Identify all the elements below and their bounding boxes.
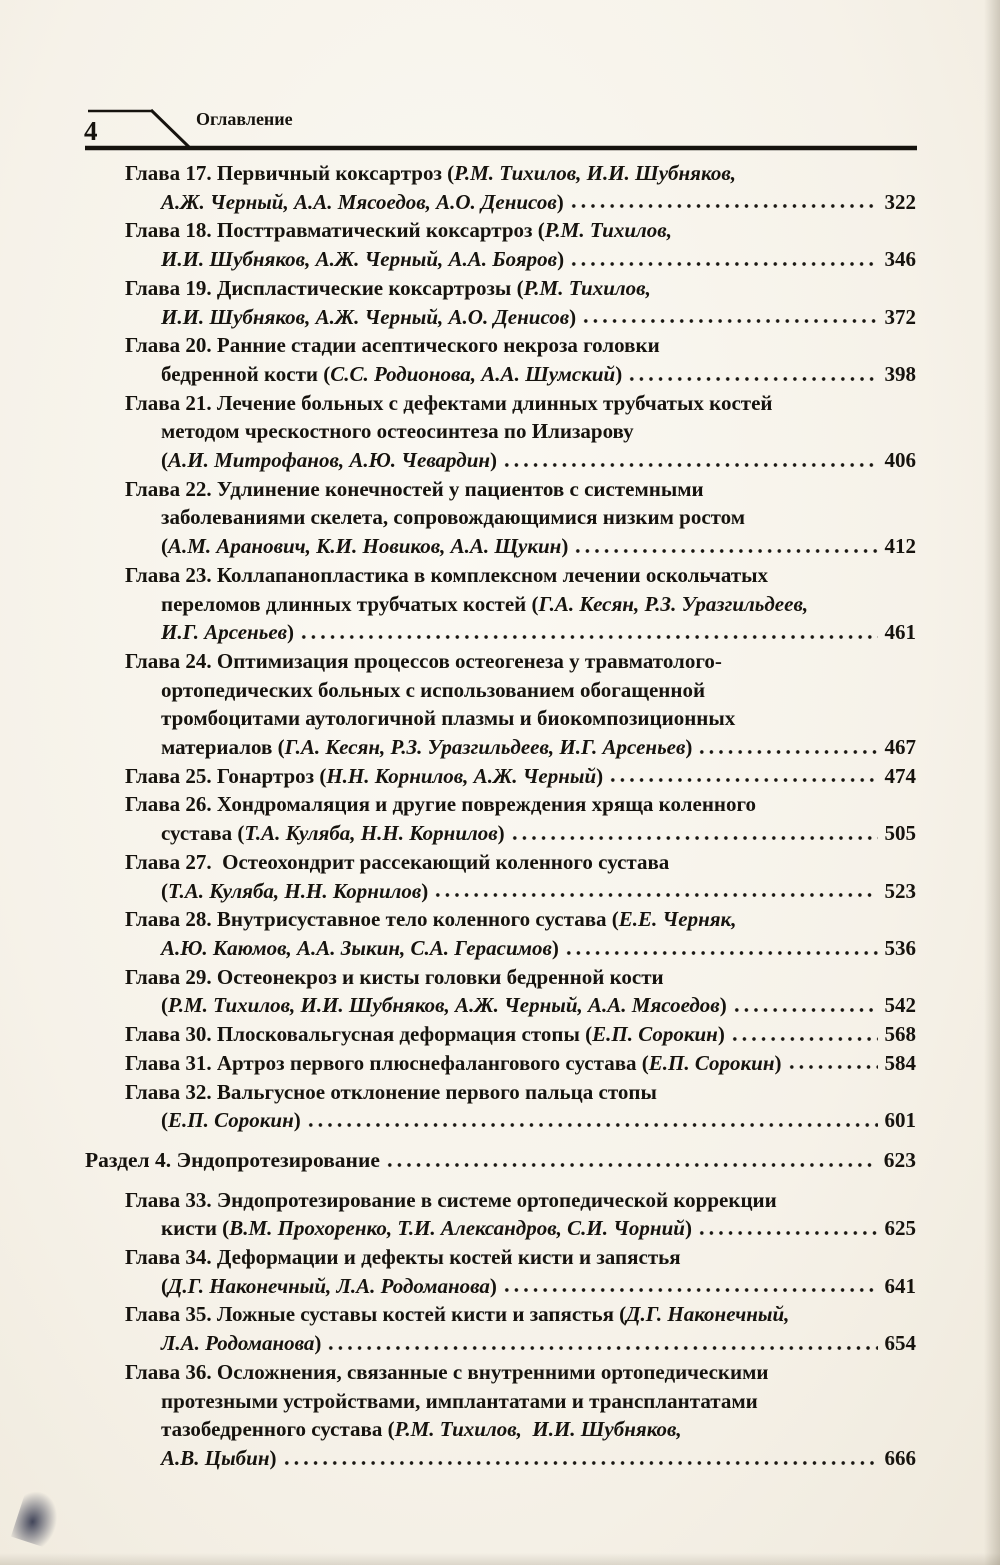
page-number: 666 <box>884 1445 916 1470</box>
dot-leader <box>573 532 877 561</box>
toc-chapter-entry <box>85 790 916 847</box>
toc-line <box>85 676 916 705</box>
toc-line <box>85 848 916 877</box>
title-text: Глава 26. Хондромаляция и другие повреждения хряща коленного <box>125 792 757 817</box>
title-text: ) <box>551 935 559 960</box>
toc-line <box>85 360 916 389</box>
toc-chapter-entry <box>85 1358 916 1473</box>
title-text: Глава 29. Остеонекроз и кисты головки бедренной кости <box>125 964 664 989</box>
title-text: ) <box>490 448 498 473</box>
author-text: И.И. Шубняков, А.Ж. Черный, А.О. Денисов <box>161 304 570 329</box>
title-text: Глава 33. Эндопротезирование в системе ортопедической коррекции <box>125 1187 777 1212</box>
page-number: 584 <box>884 1050 916 1075</box>
toc-line <box>85 1387 916 1416</box>
author-text: Д.Г. Наконечный, <box>626 1302 790 1327</box>
title-text: Глава 24. Оптимизация процессов остеогенеза у травматолого- <box>125 648 722 673</box>
title-text: ) <box>684 1216 692 1241</box>
author-text: Р.М. Тихилов, <box>523 275 651 300</box>
toc-line <box>85 446 916 475</box>
dot-leader <box>502 1272 878 1301</box>
title-text: ( <box>161 878 168 903</box>
title-text: ) <box>615 361 623 386</box>
toc-chapter-entry <box>85 389 916 475</box>
author-text: С.С. Родионова, А.А. Шумский <box>330 361 616 386</box>
author-text: Р.М. Тихилов, И.И. Шубняков, <box>454 161 736 185</box>
title-text: Глава 28. Внутрисуставное тело коленного сустава ( <box>125 907 619 932</box>
toc-chapter-entry <box>85 905 916 962</box>
toc-line <box>85 303 916 332</box>
author-text: А.В. Цыбин <box>161 1445 270 1470</box>
author-text: Н.Н. Корнилов, А.Ж. Черный <box>326 763 597 788</box>
author-text: Е.Е. Черняк, <box>618 907 737 932</box>
title-text: ( <box>161 534 168 559</box>
title-text: ) <box>717 1022 725 1047</box>
title-text: ( <box>161 1108 168 1133</box>
toc-line <box>85 532 916 561</box>
author-text: А.Ж. Черный, А.А. Мясоедов, А.О. Денисов <box>161 189 557 214</box>
author-text: Р.М. Тихилов, И.И. Шубняков, А.Ж. Черный, А.А. Мясоедов <box>168 993 720 1018</box>
title-text: сустава ( <box>161 821 245 846</box>
toc-line <box>85 905 916 934</box>
toc-chapter-entry <box>85 159 916 216</box>
page-number: 505 <box>884 821 916 846</box>
page-number: 412 <box>884 534 916 559</box>
dot-leader <box>564 934 878 963</box>
author-text: Р.М. Тихилов, И.И. Шубняков, <box>394 1417 682 1442</box>
toc-line <box>85 417 916 446</box>
toc-chapter-entry <box>85 1243 916 1300</box>
author-text: Р.М. Тихилов, <box>544 218 672 243</box>
toc-line <box>85 1186 916 1215</box>
toc-line <box>85 790 916 819</box>
title-text: Глава 21. Лечение больных с дефектами длинных трубчатых костей <box>125 390 773 415</box>
title-text: материалов ( <box>161 735 285 760</box>
dot-leader <box>787 1049 878 1078</box>
title-text: Глава 31. Артроз первого плюснефалангового сустава ( <box>125 1050 649 1075</box>
toc-line <box>85 991 916 1020</box>
toc-line <box>85 934 916 963</box>
page-number: 474 <box>884 763 916 788</box>
title-text: Глава 23. Коллапанопластика в комплексном лечении оскольчатых <box>125 562 769 587</box>
title-text: Глава 18. Посттравматический коксартроз ( <box>125 218 545 243</box>
toc-section-entry <box>85 1146 916 1175</box>
page-number: 623 <box>883 1147 916 1172</box>
dot-leader <box>282 1444 878 1473</box>
toc-list <box>85 159 916 1473</box>
toc-line <box>85 819 916 848</box>
toc-chapter-entry <box>85 1020 916 1049</box>
toc-line <box>85 188 916 217</box>
dot-leader <box>732 991 878 1020</box>
title-text: ) <box>497 821 505 846</box>
title-text: бедренной кости ( <box>161 361 331 386</box>
toc-line <box>85 159 916 188</box>
page-number: 467 <box>884 735 916 760</box>
dot-leader <box>306 1106 878 1135</box>
title-text: Глава 25. Гонартроз ( <box>125 763 327 788</box>
toc-line <box>85 274 916 303</box>
dot-leader <box>697 1214 878 1243</box>
toc-line <box>85 1272 916 1301</box>
author-text: Е.П. Сорокин <box>592 1022 718 1047</box>
page-number: 461 <box>884 620 916 645</box>
author-text: Л.А. Родоманова <box>161 1331 315 1356</box>
toc-line <box>85 762 916 791</box>
title-text: Глава 22. Удлинение конечностей у пациентов с системными <box>125 476 704 501</box>
title-text: Глава 30. Плосковальгусная деформация стопы ( <box>125 1022 593 1047</box>
dot-leader <box>385 1146 877 1175</box>
toc-chapter-entry <box>85 1300 916 1357</box>
toc-chapter-entry <box>85 762 916 791</box>
title-text: ( <box>161 448 168 473</box>
toc-line <box>85 331 916 360</box>
dot-leader <box>697 733 877 762</box>
author-text: Д.Г. Наконечный, Л.А. Родоманова <box>168 1273 490 1298</box>
author-text: Г.А. Кесян, Р.З. Уразгильдеев, И.Г. Арсеньев <box>284 735 686 760</box>
page-number: 372 <box>884 304 916 329</box>
title-text: методом чрескостного остеосинтеза по Илизарову <box>161 419 634 444</box>
title-text: ) <box>596 763 604 788</box>
title-text: кисти ( <box>161 1216 230 1241</box>
dot-leader <box>627 360 877 389</box>
toc-chapter-entry <box>85 331 916 388</box>
toc-chapter-entry <box>85 274 916 331</box>
title-text: ) <box>774 1050 782 1075</box>
title-text: ) <box>719 993 727 1018</box>
author-text: Т.А. Куляба, Н.Н. Корнилов <box>168 878 422 903</box>
dot-leader <box>433 877 872 906</box>
toc-line <box>85 704 916 733</box>
title-text: ) <box>489 1273 497 1298</box>
toc-line <box>85 1300 916 1329</box>
title-text: протезными устройствами, имплантатами и трансплантатами <box>161 1388 758 1413</box>
author-text: А.М. Аранович, К.И. Новиков, А.А. Щукин <box>168 534 562 559</box>
author-text: А.Ю. Каюмов, А.А. Зыкин, С.А. Герасимов <box>161 935 552 960</box>
title-text: ) <box>293 1108 301 1133</box>
title-text: ) <box>569 304 577 329</box>
page-number: 536 <box>884 935 916 960</box>
toc-line <box>85 963 916 992</box>
toc-chapter-entry <box>85 216 916 273</box>
toc-line <box>85 1146 916 1175</box>
title-text: Глава 36. Осложнения, связанные с внутренними ортопедическими <box>125 1359 769 1384</box>
toc-line <box>85 1358 916 1387</box>
title-text: переломов длинных трубчатых костей ( <box>161 591 539 616</box>
toc-line <box>85 475 916 504</box>
page-number: 406 <box>884 448 916 473</box>
page-number: 641 <box>884 1273 916 1298</box>
dot-leader <box>510 819 878 848</box>
page-number: 346 <box>884 247 916 272</box>
title-text: ) <box>314 1331 322 1356</box>
title-text: ( <box>161 1273 168 1298</box>
author-text: И.И. Шубняков, А.Ж. Черный, А.А. Бояров <box>161 247 558 272</box>
toc-line <box>85 1214 916 1243</box>
title-text: Глава 27. Остеохондрит рассекающий коленного сустава <box>125 849 670 874</box>
title-text: ) <box>421 878 429 903</box>
title-text: Глава 35. Ложные суставы костей кисти и запястья ( <box>125 1302 627 1327</box>
author-text: Г.А. Кесян, Р.З. Уразгильдеев, <box>538 591 809 616</box>
author-text: И.Г. Арсеньев <box>161 620 288 645</box>
toc-line <box>85 1078 916 1107</box>
author-text: В.М. Прохоренко, Т.И. Александров, С.И. Чорний <box>229 1216 685 1241</box>
title-text: тазобедренного сустава ( <box>161 1417 395 1442</box>
toc-line <box>85 216 916 245</box>
toc-line <box>85 647 916 676</box>
title-text: ) <box>556 189 564 214</box>
toc-chapter-entry <box>85 848 916 905</box>
toc-chapter-entry <box>85 1186 916 1243</box>
page-number: 398 <box>884 361 916 386</box>
dot-leader <box>569 245 877 274</box>
dot-leader <box>299 618 877 647</box>
toc-line <box>85 1106 916 1135</box>
dot-leader <box>581 303 877 332</box>
dot-leader <box>569 188 878 217</box>
title-text: Глава 19. Диспластические коксартрозы ( <box>125 275 524 300</box>
toc-line <box>85 733 916 762</box>
page-number: 654 <box>884 1331 916 1356</box>
toc-line <box>85 1415 916 1444</box>
page-number: 625 <box>884 1216 916 1241</box>
toc-chapter-entry <box>85 475 916 561</box>
toc-chapter-entry <box>85 1078 916 1135</box>
dot-leader <box>730 1020 878 1049</box>
dot-leader <box>502 446 877 475</box>
title-text: ) <box>269 1445 277 1470</box>
scan-edge-shadow <box>0 1553 1000 1565</box>
author-text: Е.П. Сорокин <box>168 1108 294 1133</box>
scan-smudge <box>11 1487 65 1549</box>
author-text: А.И. Митрофанов, А.Ю. Чевардин <box>168 448 491 473</box>
toc-line <box>85 245 916 274</box>
title-text: Глава 17. Первичный коксартроз ( <box>125 161 455 185</box>
toc-chapter-entry <box>85 647 916 762</box>
title-text: ( <box>161 993 168 1018</box>
page-number-corner: 4 <box>84 116 99 146</box>
title-text: ) <box>561 534 569 559</box>
toc-line <box>85 1020 916 1049</box>
page-number: 322 <box>884 189 916 214</box>
author-text: Е.П. Сорокин <box>648 1050 775 1075</box>
toc-line <box>85 561 916 590</box>
title-text: ) <box>557 247 565 272</box>
toc-line <box>85 1444 916 1473</box>
title-text: ) <box>287 620 295 645</box>
title-text: Раздел 4. Эндопротезирование <box>85 1147 380 1172</box>
title-text: ортопедических больных с использованием обогащенной <box>161 677 706 702</box>
toc-line <box>85 1243 916 1272</box>
title-text: тромбоцитами аутологичной плазмы и биокомпозиционных <box>161 706 736 731</box>
toc-chapter-entry <box>85 561 916 647</box>
page-number: 523 <box>879 878 916 903</box>
toc-chapter-entry <box>85 1049 916 1078</box>
toc-line <box>85 618 916 647</box>
title-text: ) <box>685 735 693 760</box>
toc-line <box>85 1329 916 1358</box>
page-number: 568 <box>884 1022 916 1047</box>
dot-leader <box>608 762 877 791</box>
toc-line <box>85 503 916 532</box>
toc-chapter-entry <box>85 963 916 1020</box>
running-header-title: Оглавление <box>196 109 293 129</box>
toc-line <box>85 877 916 906</box>
title-text: Глава 20. Ранние стадии асептического некроза головки <box>125 333 660 358</box>
page-number: 542 <box>884 993 916 1018</box>
toc-line <box>85 1049 916 1078</box>
author-text: Т.А. Куляба, Н.Н. Корнилов <box>244 821 498 846</box>
toc-line <box>85 590 916 619</box>
page-number: 601 <box>884 1108 916 1133</box>
title-text: Глава 34. Деформации и дефекты костей кисти и запястья <box>125 1245 681 1270</box>
toc-line <box>85 389 916 418</box>
title-text: заболеваниями скелета, сопровождающимися низким ростом <box>161 505 746 530</box>
title-text: Глава 32. Вальгусное отклонение первого пальца стопы <box>125 1079 657 1104</box>
dot-leader <box>326 1329 877 1358</box>
